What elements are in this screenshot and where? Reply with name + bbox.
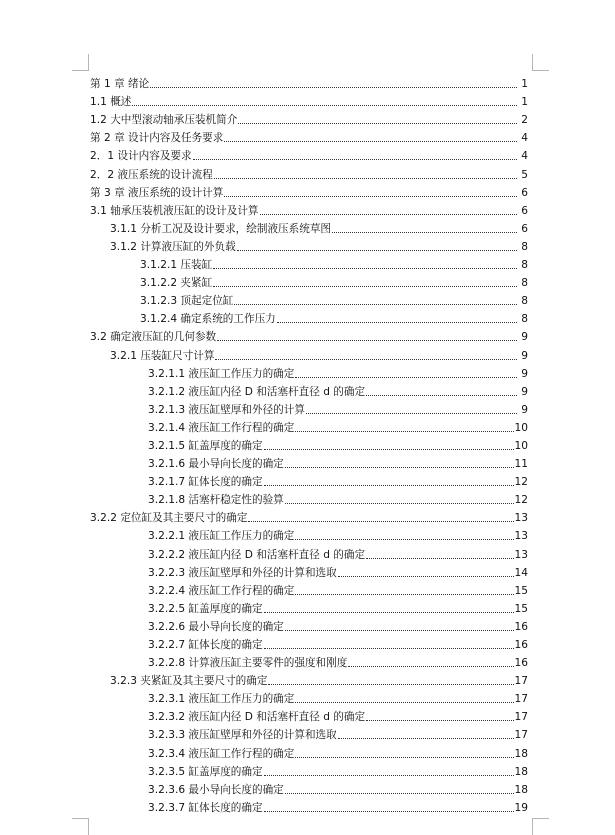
crop-mark-bottom-left	[72, 818, 89, 835]
toc-entry-title: 3.2.3.6 最小导向长度的确定	[148, 783, 284, 796]
toc-leader-dots	[332, 232, 517, 233]
toc-entry-title: 3.2 确定液压缸的几何参数	[90, 331, 217, 344]
toc-entry-title: 3.2.1.4 液压缸工作行程的确定	[148, 421, 295, 434]
toc-entry-page: 4	[521, 150, 528, 163]
toc-entry-page: 18	[514, 765, 528, 778]
toc-entry[interactable]	[90, 145, 528, 163]
table-of-contents	[90, 73, 528, 815]
toc-entry[interactable]	[90, 706, 528, 724]
toc-entry-page: 8	[521, 240, 528, 253]
toc-entry[interactable]	[90, 200, 528, 218]
toc-entry-title: 3.2.2.6 最小导向长度的确定	[148, 620, 284, 633]
toc-leader-dots	[285, 630, 514, 631]
toc-entry[interactable]	[90, 634, 528, 652]
toc-entry-title: 2．1 设计内容及要求	[90, 150, 192, 163]
toc-entry-page: 2	[521, 114, 528, 127]
toc-leader-dots	[338, 738, 514, 739]
toc-leader-dots	[285, 503, 514, 504]
toc-entry[interactable]	[90, 670, 528, 688]
toc-entry[interactable]	[90, 742, 528, 760]
toc-entry[interactable]	[90, 724, 528, 742]
toc-leader-dots	[268, 684, 513, 685]
toc-entry-title: 3.2.3.3 液压缸壁厚和外径的计算和选取	[148, 729, 337, 742]
toc-entry-page: 8	[521, 277, 528, 290]
toc-entry-page: 1	[521, 96, 528, 109]
toc-entry-title: 1.1 概述	[90, 96, 132, 109]
toc-entry[interactable]	[90, 562, 528, 580]
toc-leader-dots	[285, 793, 514, 794]
toc-entry[interactable]	[90, 236, 528, 254]
toc-entry-title: 3.1.2.4 确定系统的工作压力	[140, 313, 276, 326]
toc-entry[interactable]	[90, 525, 528, 543]
toc-entry[interactable]	[90, 163, 528, 181]
toc-leader-dots	[264, 485, 514, 486]
toc-entry-title: 3.2.1.3 液压缸壁厚和外径的计算	[148, 403, 305, 416]
toc-entry-page: 1	[521, 78, 528, 91]
toc-entry-title: 3.2.3.2 液压缸内径 D 和活塞杆直径 d 的确定	[148, 711, 366, 724]
toc-entry-title: 第 2 章 设计内容及任务要求	[90, 132, 224, 145]
toc-entry[interactable]	[90, 688, 528, 706]
toc-entry-page: 9	[521, 331, 528, 344]
toc-leader-dots	[277, 322, 517, 323]
toc-entry-page: 13	[514, 512, 528, 525]
toc-entry-page: 4	[521, 132, 528, 145]
toc-entry-title: 3.1.2 计算液压缸的外负载	[110, 240, 236, 253]
toc-entry-page: 11	[514, 458, 528, 471]
toc-entry-page: 18	[514, 783, 528, 796]
toc-leader-dots	[238, 123, 517, 124]
toc-entry-page: 9	[521, 367, 528, 380]
toc-entry[interactable]	[90, 761, 528, 779]
toc-entry-title: 3.2.1.7 缸体长度的确定	[148, 476, 263, 489]
toc-leader-dots	[234, 304, 517, 305]
toc-entry-page: 17	[514, 729, 528, 742]
toc-leader-dots	[224, 141, 517, 142]
toc-entry-page: 15	[514, 602, 528, 615]
toc-entry-page: 9	[521, 403, 528, 416]
toc-entry-title: 第 3 章 液压系统的设计计算	[90, 186, 224, 199]
toc-entry[interactable]	[90, 73, 528, 91]
toc-entry-title: 3.2.3.4 液压缸工作行程的确定	[148, 747, 295, 760]
toc-entry-page: 18	[514, 747, 528, 760]
toc-entry[interactable]	[90, 435, 528, 453]
toc-entry[interactable]	[90, 344, 528, 362]
toc-leader-dots	[366, 720, 513, 721]
toc-entry-page: 19	[514, 801, 528, 814]
toc-entry[interactable]	[90, 290, 528, 308]
toc-entry-page: 9	[521, 385, 528, 398]
toc-entry-title: 1.2 大中型滚动轴承压装机简介	[90, 114, 238, 127]
toc-entry-page: 8	[521, 313, 528, 326]
toc-entry[interactable]	[90, 381, 528, 399]
toc-leader-dots	[150, 87, 517, 88]
toc-entry[interactable]	[90, 127, 528, 145]
toc-entry-title: 3.1.2.2 夹紧缸	[140, 277, 213, 290]
toc-entry[interactable]	[90, 363, 528, 381]
toc-leader-dots	[306, 413, 517, 414]
toc-entry-page: 10	[514, 439, 528, 452]
toc-entry-title: 第 1 章 绪论	[90, 78, 150, 91]
toc-leader-dots	[193, 159, 517, 160]
toc-leader-dots	[366, 558, 513, 559]
toc-entry-title: 3.2.2.7 缸体长度的确定	[148, 639, 263, 651]
toc-entry-title: 3.1.2.1 压装缸	[140, 259, 213, 272]
toc-entry-page: 8	[521, 259, 528, 272]
crop-mark-bottom-right	[532, 818, 549, 835]
toc-leader-dots	[217, 340, 517, 341]
toc-entry-title: 3.1 轴承压装机液压缸的设计及计算	[90, 204, 259, 217]
toc-leader-dots	[366, 395, 517, 396]
toc-entry[interactable]	[90, 417, 528, 435]
toc-entry-page: 12	[514, 494, 528, 507]
toc-entry-page: 16	[514, 657, 528, 670]
toc-leader-dots	[264, 648, 514, 649]
toc-entry-page: 6	[521, 222, 528, 235]
toc-leader-dots	[132, 105, 517, 106]
toc-entry-page: 16	[514, 620, 528, 633]
toc-leader-dots	[214, 178, 517, 179]
toc-entry[interactable]	[90, 182, 528, 200]
toc-entry-page: 6	[521, 186, 528, 199]
toc-entry-title: 3.2.2.4 液压缸工作行程的确定	[148, 584, 295, 597]
toc-entry-title: 3.2.1.2 液压缸内径 D 和活塞杆直径 d 的确定	[148, 385, 366, 398]
toc-entry-page: 6	[521, 204, 528, 217]
toc-entry[interactable]	[90, 779, 528, 797]
toc-entry[interactable]	[90, 326, 528, 344]
toc-entry[interactable]	[90, 453, 528, 471]
toc-entry-title: 3.2.1.6 最小导向长度的确定	[148, 458, 284, 471]
toc-leader-dots	[215, 359, 517, 360]
toc-entry[interactable]	[90, 218, 528, 236]
toc-entry-page: 12	[514, 476, 528, 489]
toc-entry-title: 3.2.1.1 液压缸工作压力的确定	[148, 367, 295, 380]
toc-entry[interactable]	[90, 471, 528, 489]
toc-leader-dots	[260, 214, 517, 215]
toc-leader-dots	[264, 775, 514, 776]
toc-entry[interactable]	[90, 308, 528, 326]
crop-mark-top-right	[532, 54, 549, 71]
toc-entry[interactable]	[90, 652, 528, 670]
toc-leader-dots	[295, 431, 513, 432]
crop-mark-top-left	[72, 54, 89, 71]
toc-entry-page: 15	[514, 584, 528, 597]
toc-entry-page: 17	[514, 711, 528, 724]
toc-entry-title: 3.2.2.5 缸盖厚度的确定	[148, 602, 263, 615]
toc-leader-dots	[213, 268, 517, 269]
toc-leader-dots	[295, 539, 513, 540]
toc-leader-dots	[338, 576, 514, 577]
toc-leader-dots	[237, 250, 517, 251]
toc-entry-title: 3.2.1.8 活塞杆稳定性的验算	[148, 494, 284, 507]
toc-leader-dots	[264, 811, 514, 812]
toc-entry-title: 3.2.2.1 液压缸工作压力的确定	[148, 530, 295, 543]
toc-entry-title: 3.2.1 压装缸尺寸计算	[110, 349, 215, 362]
toc-entry-title: 3.2.3.1 液压缸工作压力的确定	[148, 693, 295, 706]
toc-entry-page: 14	[514, 566, 528, 579]
toc-leader-dots	[224, 196, 517, 197]
toc-entry[interactable]	[90, 616, 528, 634]
toc-leader-dots	[285, 467, 514, 468]
toc-entry[interactable]	[90, 109, 528, 127]
toc-entry[interactable]	[90, 797, 528, 815]
toc-entry-title: 3.2.3.7 缸体长度的确定	[148, 801, 263, 814]
toc-entry-title: 3.1.2.3 顶起定位缸	[140, 295, 234, 308]
toc-entry[interactable]	[90, 598, 528, 616]
toc-leader-dots	[295, 702, 513, 703]
toc-entry[interactable]	[90, 91, 528, 109]
toc-entry[interactable]	[90, 254, 528, 272]
toc-entry-page: 9	[521, 349, 528, 362]
toc-leader-dots	[264, 612, 514, 613]
toc-entry-title: 3.2.3 夹紧缸及其主要尺寸的确定	[110, 675, 268, 688]
toc-leader-dots	[348, 666, 513, 667]
toc-leader-dots	[264, 449, 514, 450]
toc-entry[interactable]	[90, 272, 528, 290]
toc-entry-title: 3.2.1.5 缸盖厚度的确定	[148, 439, 263, 452]
toc-entry-title: 3.2.2.3 液压缸壁厚和外径的计算和选取	[148, 566, 337, 579]
toc-entry-page: 17	[514, 693, 528, 706]
toc-entry-title: 3.2.3.5 缸盖厚度的确定	[148, 765, 263, 778]
toc-entry-page: 13	[514, 548, 528, 561]
toc-entry-page: 10	[514, 421, 528, 434]
toc-entry-page: 17	[514, 675, 528, 688]
toc-entry[interactable]	[90, 543, 528, 561]
toc-entry-page: 16	[514, 639, 528, 651]
toc-entry-page: 5	[521, 168, 528, 181]
toc-leader-dots	[213, 286, 517, 287]
toc-leader-dots	[248, 521, 513, 522]
toc-leader-dots	[295, 377, 517, 378]
toc-entry[interactable]	[90, 580, 528, 598]
toc-entry[interactable]	[90, 507, 528, 525]
toc-leader-dots	[295, 594, 513, 595]
toc-entry[interactable]	[90, 399, 528, 417]
toc-entry[interactable]	[90, 489, 528, 507]
toc-leader-dots	[295, 757, 513, 758]
toc-entry-title: 3.2.2.2 液压缸内径 D 和活塞杆直径 d 的确定	[148, 548, 366, 561]
toc-entry-title: 3.2.2 定位缸及其主要尺寸的确定	[90, 512, 248, 525]
toc-entry-title: 3.2.2.8 计算液压缸主要零件的强度和刚度	[148, 657, 348, 670]
toc-entry-page: 13	[514, 530, 528, 543]
toc-entry-title: 3.1.1 分析工况及设计要求，绘制液压系统草图	[110, 222, 332, 235]
toc-entry-title: 2．2 液压系统的设计流程	[90, 168, 213, 181]
toc-entry-page: 8	[521, 295, 528, 308]
